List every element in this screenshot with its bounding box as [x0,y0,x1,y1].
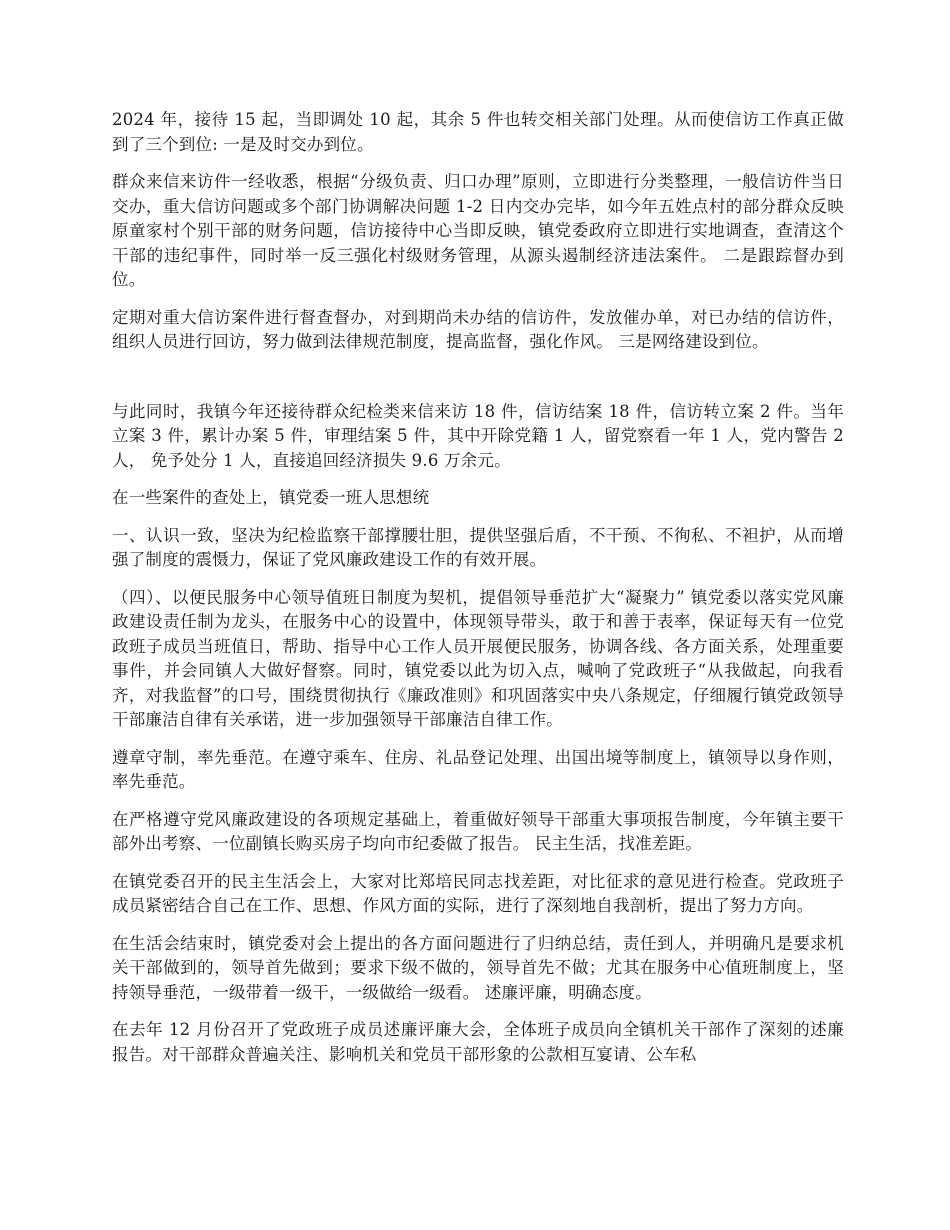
paragraph-8: 遵章守制，率先垂范。在遵守乘车、住房、礼品登记处理、出国出境等制度上，镇领导以身作则，率先垂范。 [112,747,844,791]
paragraph-3: 定期对重大信访案件进行督查督办，对到期尚未办结的信访件，发放催办单，对已办结的信访件，组织人员进行回访，努力做到法律规范制度，提高监督，强化作风。 三是网络建设到位。 [112,307,844,351]
paragraph-9: 在严格遵守党风廉政建设的各项规定基础上，着重做好领导干部重大事项报告制度，今年镇主要干部外出考察、一位副镇长购买房子均向市纪委做了报告。 民主生活，找准差距。 [112,809,844,853]
paragraph-10: 在镇党委召开的民主生活会上，大家对比郑培民同志找差距，对比征求的意见进行检查。党政班子成员紧密结合自己在工作、思想、作风方面的实际，进行了深刻地自我剖析，提出了努力方向。 [112,871,844,915]
paragraph-2: 群众来信来访件一经收悉，根据“分级负责、归口办理”原则，立即进行分类整理，一般信访件当日交办，重大信访问题或多个部门协调解决问题 1-2 日内交办完毕，如今年五姓点村的部分群众反映原童家村个别干部的财务问题，信访接待中心当即反映，镇党委政府立即进行实地调查，查清这个干部的违纪事件，同时举一反三强化村级财务管理，从源头遏制经济违法案件。 二是跟踪督办到位。 [112,172,844,289]
paragraph-6: 一、认识一致，坚决为纪检监察干部撑腰壮胆，提供坚强后盾，不干预、不徇私、不袒护，从而增强了制度的震慑力，保证了党风廉政建设工作的有效开展。 [112,525,844,569]
paragraph-4: 与此同时，我镇今年还接待群众纪检类来信来访 18 件，信访结案 18 件，信访转立案 2 件。当年立案 3 件，累计办案 5 件，审理结案 5 件，其中开除党籍 1 人，留党察看一年 1 人，党内警告 2 人， 免予处分 1 人，直接追回经济损失 9.6 万余元。 [112,401,844,470]
paragraph-11: 在生活会结束时，镇党委对会上提出的各方面问题进行了归纳总结，责任到人，并明确凡是要求机关干部做到的，领导首先做到；要求下级不做的，领导首先不做；尤其在服务中心值班制度上，坚持领导垂范，一级带着一级干，一级做给一级看。 述廉评廉，明确态度。 [112,933,844,1002]
paragraph-12: 在去年 12 月份召开了党政班子成员述廉评廉大会，全体班子成员向全镇机关干部作了深刻的述廉报告。对干部群众普遍关注、影响机关和党员干部形象的公款相互宴请、公车私 [112,1020,844,1064]
document-body [112,108,844,1080]
paragraph-7: （四）、以便民服务中心领导值班日制度为契机，提倡领导垂范扩大“凝聚力” 镇党委以落实党风廉政建设责任制为龙头，在服务中心的设置中，体现领导带头，敢于和善于表率，保证每天有一位党政班子成员当班值日，帮助、指导中心工作人员开展便民服务，协调各线、各方面关系，处理重要事件，并会同镇人大做好督察。同时，镇党委以此为切入点，喊响了党政班子“从我做起，向我看齐，对我监督”的口号，围绕贯彻执行《廉政准则》和巩固落实中央八条规定，仔细履行镇党政领导干部廉洁自律有关承诺，进一步加强领导干部廉洁自律工作。 [112,587,844,729]
paragraph-5: 在一些案件的查处上，镇党委一班人思想统 [112,488,430,507]
paragraph-1: 2024 年，接待 15 起，当即调处 10 起，其余 5 件也转交相关部门处理。从而使信访工作真正做到了三个到位: 一是及时交办到位。 [112,110,844,154]
